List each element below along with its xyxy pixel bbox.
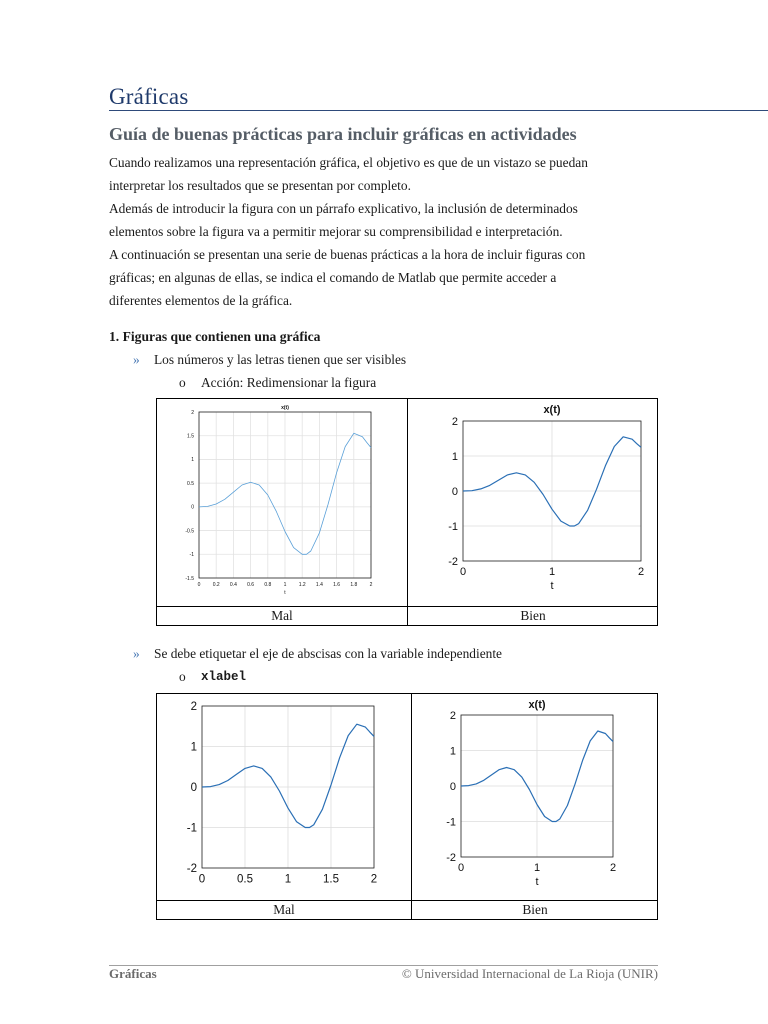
x-tick-label: 2 [369,582,373,588]
y-tick-label: 2 [191,409,194,416]
x-axis-label: t [535,876,539,888]
chart-fig2-bien [413,695,657,899]
x-tick-label: 1.2 [298,582,306,588]
x-tick-label: 1 [283,582,287,588]
y-tick-label: -1.5 [185,575,194,582]
y-tick-label: 1 [190,741,197,754]
x-tick-label: 1 [548,566,556,578]
intro-line: gráficas; en algunas de ellas, se indica el comando de Matlab que permite acceder a [109,270,557,285]
y-tick-label: -1 [448,520,458,533]
y-tick-label: 0 [190,782,197,795]
x-tick-label: 0.5 [237,873,253,886]
caption-bien: Bien [520,608,546,623]
y-tick-label: -2 [446,851,456,864]
sub-bullet-item [179,375,649,393]
y-tick-label: -1 [446,816,456,829]
intro-line: interpretar los resultados que se presentan por completo. [109,178,411,193]
table-divider [157,900,657,901]
y-tick-label: 0 [191,504,194,511]
bullet-mark: » [133,352,140,367]
y-tick-label: -1 [186,822,197,835]
bullet-mark: » [133,646,140,661]
chart-title: x(t) [543,404,561,416]
chart-fig1-mal [158,400,406,605]
footer-title: Gráficas [109,966,157,981]
y-tick-label: -1 [189,552,194,559]
sub-bullet-mark: o [179,375,186,390]
x-axis-label: t [550,580,554,592]
bullet-text: Los números y las letras tienen que ser visibles [154,352,407,367]
chart-fig1-bien [409,400,657,605]
intro-line: Además de introducir la figura con un párrafo explicativo, la inclusión de determinados [109,201,578,216]
y-tick-label: 2 [451,415,458,428]
command-xlabel: xlabel [201,670,247,684]
sub-bullet-item [179,669,649,687]
x-tick-label: 1.5 [323,873,339,886]
x-tick-label: 0 [197,582,201,588]
x-tick-label: 0 [459,566,467,578]
x-tick-label: 0 [198,873,206,886]
y-tick-label: 1.5 [187,433,194,440]
x-tick-label: 0 [457,862,465,874]
bullet-item [133,646,653,664]
section-heading: 1. Figuras que contienen una gráfica [109,329,321,344]
intro-paragraph-3 [109,243,658,312]
y-tick-label: 1 [451,450,458,463]
y-tick-label: 1 [191,457,194,464]
chart-title: x(t) [281,405,289,411]
intro-line: A continuación se presentan una serie de buenas prácticas a la hora de incluir figuras con [109,247,586,262]
intro-line: elementos sobre la figura va a permitir mejorar su comprensibilidad e interpretación. [109,224,563,239]
x-tick-label: 1.6 [333,582,341,588]
page-subtitle: Guía de buenas prácticas para incluir gráficas en actividades [109,124,577,144]
figure-table-1 [156,398,658,626]
sub-bullet-mark: o [179,669,186,684]
bullet-text: Se debe etiquetar el eje de abscisas con la variable independiente [154,646,502,661]
figure-table-2 [156,693,658,920]
y-tick-label: 0 [449,780,456,793]
x-tick-label: 1 [533,862,541,874]
table-divider [407,399,408,625]
footer-copyright: © Universidad Internacional de La Rioja (UNIR) [401,966,658,981]
table-divider [157,606,657,607]
x-tick-label: 0.4 [229,582,237,588]
chart-fig2-mal [158,695,410,899]
x-axis-label: t [284,590,286,596]
chart-title: x(t) [528,699,546,711]
y-tick-label: 0.5 [187,480,194,487]
intro-paragraph-1 [109,151,658,197]
intro-line: diferentes elementos de la gráfica. [109,293,293,308]
x-tick-label: 2 [609,862,617,874]
x-tick-label: 1 [284,873,292,886]
y-tick-label: 1 [449,745,456,758]
bullet-item [133,352,653,370]
x-tick-label: 1.8 [350,582,358,588]
caption-mal: Mal [271,608,293,623]
y-tick-label: -2 [448,555,458,568]
y-tick-label: 0 [451,485,458,498]
x-tick-label: 2 [370,873,378,886]
x-tick-label: 0.2 [212,582,220,588]
y-tick-label: -0.5 [185,528,194,535]
y-tick-label: 2 [190,701,197,714]
x-tick-label: 0.6 [247,582,255,588]
caption-mal: Mal [273,902,295,917]
caption-bien: Bien [522,902,548,917]
x-tick-label: 0.8 [264,582,272,588]
intro-line: Cuando realizamos una representación gráfica, el objetivo es que de un vistazo se puedan [109,155,588,170]
x-tick-label: 1.4 [315,582,323,588]
title-rule [109,110,768,111]
table-divider [411,694,412,919]
y-tick-label: -2 [186,863,197,876]
sub-bullet-text: Acción: Redimensionar la figura [201,375,377,390]
page-title: Gráficas [109,84,189,109]
x-tick-label: 2 [637,566,645,578]
y-tick-label: 2 [449,709,456,722]
intro-paragraph-2 [109,197,658,243]
